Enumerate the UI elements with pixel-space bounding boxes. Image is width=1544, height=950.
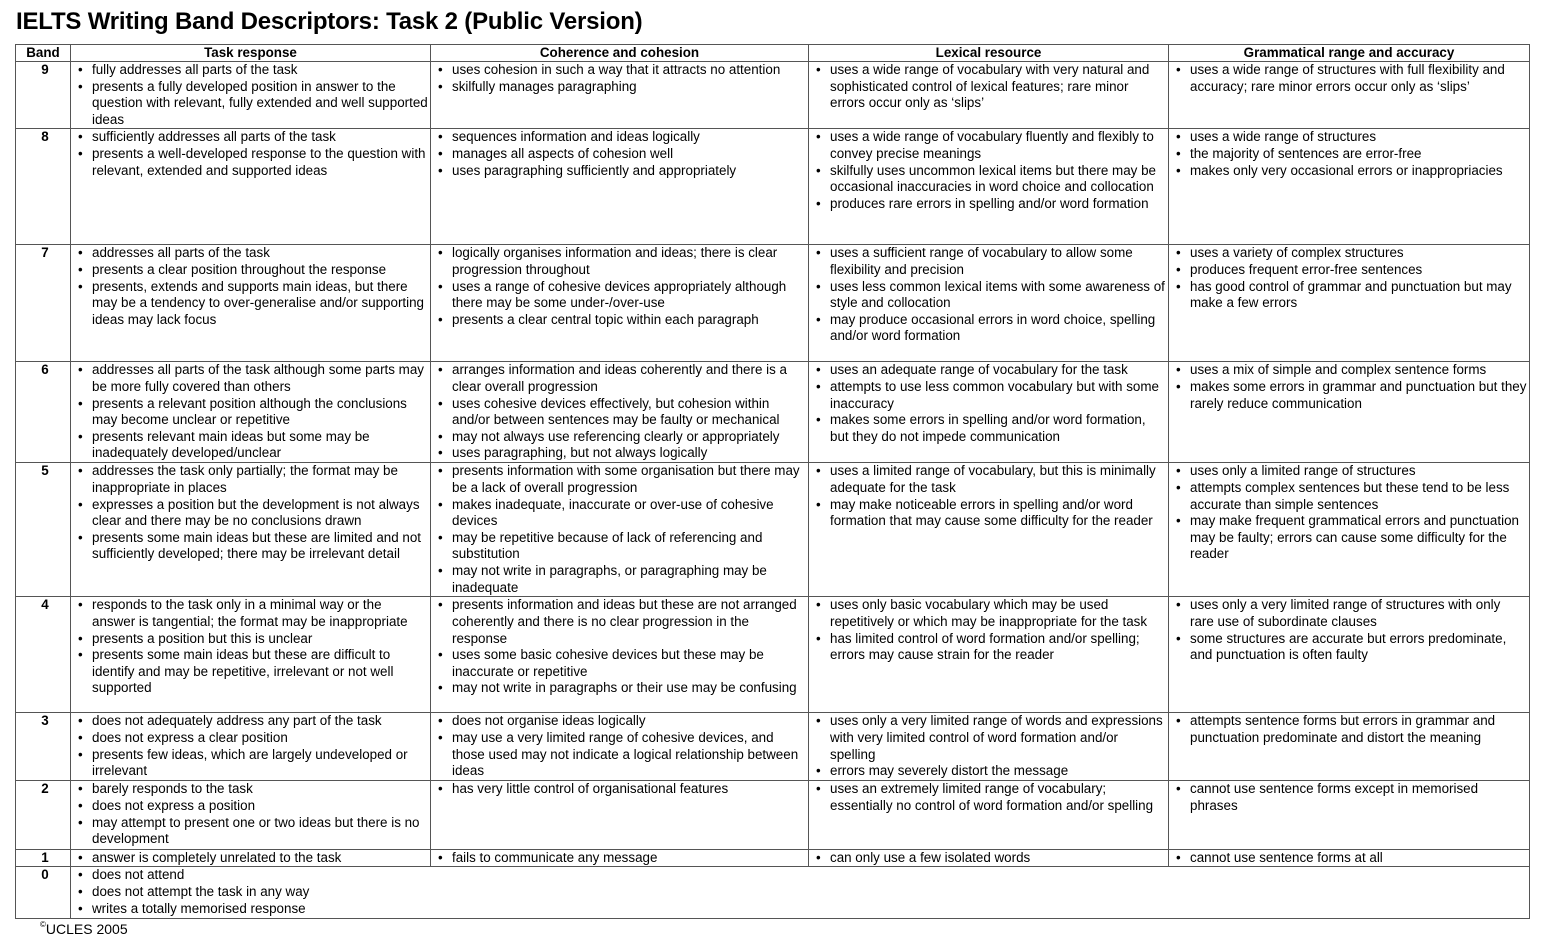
descriptor-item: • produces rare errors in spelling and/or word formation [815,196,1166,213]
band-number: 4 [16,597,71,713]
descriptor-item: • some structures are accurate but errors predominate, and punctuation is often faulty [1175,631,1527,664]
descriptor-item: • does not attempt the task in any way [77,884,1527,901]
descriptor-list [1175,62,1527,95]
grammatical-range-cell [1169,463,1530,597]
descriptor-item: • uses a range of cohesive devices appropriately although there may be some under-/over-use [437,279,806,312]
descriptor-item: • presents information with some organisation but there may be a lack of overall progression [437,463,806,496]
coherence-cohesion-cell [431,597,809,713]
descriptor-list [815,597,1166,663]
descriptor-item: • uses a limited range of vocabulary, but this is minimally adequate for the task [815,463,1166,496]
band-number: 0 [16,867,71,919]
descriptor-item: • produces frequent error-free sentences [1175,262,1527,279]
descriptor-item: • writes a totally memorised response [77,901,1527,918]
lexical-resource-cell [809,781,1169,850]
descriptor-item: • uses paragraphing sufficiently and appropriately [437,163,806,180]
descriptor-item: • presents a clear central topic within each paragraph [437,312,806,329]
grammatical-range-cell [1169,245,1530,362]
descriptor-item: • attempts to use less common vocabulary but with some inaccuracy [815,379,1166,412]
copyright-footer [40,921,128,937]
descriptor-item: • attempts sentence forms but errors in grammar and punctuation predominate and distort the meaning [1175,713,1527,746]
lexical-resource-cell [809,713,1169,781]
descriptor-item: • uses cohesion in such a way that it attracts no attention [437,62,806,79]
task-response-cell [71,850,431,867]
descriptor-item: • presents a well-developed response to the question with relevant, extended and supported ideas [77,146,428,179]
descriptor-list [815,362,1166,445]
descriptor-item: • addresses all parts of the task [77,245,428,262]
band-row-6 [16,362,1530,463]
coherence-cohesion-cell [431,362,809,463]
band-zero-cell [71,867,1530,919]
descriptor-list [1175,781,1527,814]
descriptor-item: • uses only basic vocabulary which may be used repetitively or which may be inappropriate for the task [815,597,1166,630]
descriptor-list [77,129,428,179]
descriptor-item: • presents relevant main ideas but some may be inadequately developed/unclear [77,429,428,462]
descriptor-item: • barely responds to the task [77,781,428,798]
grammatical-range-cell [1169,781,1530,850]
descriptor-item: • uses only a very limited range of words and expressions with very limited control of word formation and/or spelling [815,713,1166,763]
coherence-cohesion-cell [431,713,809,781]
lexical-resource-cell [809,850,1169,867]
grammatical-range-cell [1169,850,1530,867]
descriptor-item: • presents a fully developed position in answer to the question with relevant, fully extended and well supported ideas [77,79,428,129]
page-title: IELTS Writing Band Descriptors: Task 2 (Public Version) [16,8,643,35]
descriptor-item: • may attempt to present one or two ideas but there is no development [77,815,428,848]
descriptor-item: • logically organises information and ideas; there is clear progression throughout [437,245,806,278]
descriptor-item: • may not always use referencing clearly or appropriately [437,429,806,446]
descriptor-item: • does not adequately address any part of the task [77,713,428,730]
descriptor-item: • presents a position but this is unclear [77,631,428,648]
band-row-0 [16,867,1530,919]
descriptor-list [815,129,1166,212]
lexical-resource-cell [809,62,1169,129]
header-grammatical-range: Grammatical range and accuracy [1169,45,1530,62]
descriptor-item: • presents a clear position throughout the response [77,262,428,279]
descriptor-item: • may produce occasional errors in word choice, spelling and/or word formation [815,312,1166,345]
descriptor-item: • uses a wide range of vocabulary fluently and flexibly to convey precise meanings [815,129,1166,162]
descriptor-item: • presents some main ideas but these are difficult to identify and may be repetitive, irrelevant or not well supported [77,647,428,697]
descriptor-item: • uses a mix of simple and complex sentence forms [1175,362,1527,379]
descriptor-item: • uses an adequate range of vocabulary for the task [815,362,1166,379]
descriptor-item: • attempts complex sentences but these tend to be less accurate than simple sentences [1175,480,1527,513]
band-number: 5 [16,463,71,597]
descriptor-item: • uses a wide range of vocabulary with very natural and sophisticated control of lexical features; rare minor errors occur only as ‘slips’ [815,62,1166,112]
descriptor-list [437,713,806,779]
coherence-cohesion-cell [431,781,809,850]
descriptor-item: • presents, extends and supports main ideas, but there may be a tendency to over-generalise and/or supporting ideas may lack focus [77,279,428,329]
grammatical-range-cell [1169,597,1530,713]
descriptor-list [1175,362,1527,412]
descriptor-item: • may not write in paragraphs or their use may be confusing [437,680,806,697]
descriptor-list [437,850,806,866]
descriptor-item: • uses a wide range of structures with full flexibility and accuracy; rare minor errors occur only as ‘slips’ [1175,62,1527,95]
descriptor-list [1175,850,1527,866]
descriptor-item: • makes only very occasional errors or inappropriacies [1175,163,1527,180]
band-number: 7 [16,245,71,362]
descriptor-item: • does not express a position [77,798,428,815]
descriptor-item: • has good control of grammar and punctuation but may make a few errors [1175,279,1527,312]
descriptor-list [77,713,428,779]
grammatical-range-cell [1169,62,1530,129]
descriptor-item: • skilfully uses uncommon lexical items but there may be occasional inaccuracies in word choice and collocation [815,163,1166,196]
task-response-cell [71,362,431,463]
descriptor-list [815,713,1166,779]
copyright-text: UCLES 2005 [45,921,128,937]
lexical-resource-cell [809,463,1169,597]
band-number: 3 [16,713,71,781]
header-task-response: Task response [71,45,431,62]
descriptor-item: • makes some errors in spelling and/or word formation, but they do not impede communication [815,412,1166,445]
descriptor-item: • sequences information and ideas logically [437,129,806,146]
descriptor-list [1175,713,1527,746]
descriptor-item: • presents a relevant position although the conclusions may become unclear or repetitive [77,396,428,429]
descriptor-item: • may make noticeable errors in spelling and/or word formation that may cause some difficulty for the reader [815,497,1166,530]
band-row-9 [16,62,1530,129]
descriptor-list [77,597,428,697]
descriptor-list [815,850,1166,866]
descriptor-list [437,62,806,95]
descriptor-item: • may use a very limited range of cohesive devices, and those used may not indicate a logical relationship between ideas [437,730,806,780]
descriptor-item: • uses an extremely limited range of vocabulary; essentially no control of word formation and/or spelling [815,781,1166,814]
descriptor-list [77,867,1527,917]
descriptor-item: • makes inadequate, inaccurate or over-use of cohesive devices [437,497,806,530]
descriptor-list [1175,245,1527,311]
coherence-cohesion-cell [431,850,809,867]
descriptor-item: • uses only a limited range of structures [1175,463,1527,480]
lexical-resource-cell [809,362,1169,463]
task-response-cell [71,245,431,362]
header-row [16,45,1530,62]
descriptor-list [77,62,428,128]
band-row-8 [16,129,1530,245]
descriptor-item: • uses a sufficient range of vocabulary to allow some flexibility and precision [815,245,1166,278]
descriptor-item: • addresses all parts of the task although some parts may be more fully covered than others [77,362,428,395]
descriptor-item: • skilfully manages paragraphing [437,79,806,96]
descriptor-item: • has very little control of organisational features [437,781,806,798]
descriptor-item: • has limited control of word formation and/or spelling; errors may cause strain for the reader [815,631,1166,664]
descriptor-item: • makes some errors in grammar and punctuation but they rarely reduce communication [1175,379,1527,412]
descriptor-item: • cannot use sentence forms at all [1175,850,1527,866]
descriptor-list [1175,597,1527,663]
descriptor-item: • does not express a clear position [77,730,428,747]
descriptor-item: • responds to the task only in a minimal way or the answer is tangential; the format may be inappropriate [77,597,428,630]
descriptor-list [77,463,428,563]
lexical-resource-cell [809,129,1169,245]
task-response-cell [71,781,431,850]
header-lexical-resource: Lexical resource [809,45,1169,62]
descriptor-list [437,129,806,179]
descriptor-list [815,463,1166,529]
lexical-resource-cell [809,245,1169,362]
descriptor-list [77,850,428,866]
task-response-cell [71,62,431,129]
descriptor-list [77,362,428,462]
descriptor-item: • the majority of sentences are error-free [1175,146,1527,163]
descriptor-list [437,463,806,596]
descriptor-list [437,597,806,697]
descriptor-item: • uses less common lexical items with some awareness of style and collocation [815,279,1166,312]
band-row-4 [16,597,1530,713]
descriptor-item: • does not attend [77,867,1527,884]
band-number: 9 [16,62,71,129]
band-row-3 [16,713,1530,781]
descriptor-item: • uses a variety of complex structures [1175,245,1527,262]
coherence-cohesion-cell [431,129,809,245]
band-row-7 [16,245,1530,362]
grammatical-range-cell [1169,362,1530,463]
band-row-2 [16,781,1530,850]
task-response-cell [71,713,431,781]
descriptor-item: • does not organise ideas logically [437,713,806,730]
descriptor-item: • uses a wide range of structures [1175,129,1527,146]
descriptor-item: • uses some basic cohesive devices but these may be inaccurate or repetitive [437,647,806,680]
band-row-5 [16,463,1530,597]
descriptor-item: • fails to communicate any message [437,850,806,866]
band-number: 6 [16,362,71,463]
descriptor-item: • can only use a few isolated words [815,850,1166,866]
descriptor-item: • sufficiently addresses all parts of the task [77,129,428,146]
descriptor-item: • errors may severely distort the message [815,763,1166,780]
grammatical-range-cell [1169,713,1530,781]
descriptor-list [77,245,428,328]
header-coherence-cohesion: Coherence and cohesion [431,45,809,62]
descriptor-item: • uses only a very limited range of structures with only rare use of subordinate clauses [1175,597,1527,630]
descriptor-list [437,781,806,798]
descriptor-item: • manages all aspects of cohesion well [437,146,806,163]
band-row-1 [16,850,1530,867]
descriptor-item: • may be repetitive because of lack of referencing and substitution [437,530,806,563]
descriptor-item: • presents information and ideas but these are not arranged coherently and there is no clear progression in the response [437,597,806,647]
band-number: 1 [16,850,71,867]
grammatical-range-cell [1169,129,1530,245]
lexical-resource-cell [809,597,1169,713]
coherence-cohesion-cell [431,62,809,129]
descriptor-item: • presents some main ideas but these are limited and not sufficiently developed; there may be irrelevant detail [77,530,428,563]
descriptor-list [77,781,428,847]
header-band: Band [16,45,71,62]
descriptor-item: • expresses a position but the development is not always clear and there may be no conclusions drawn [77,497,428,530]
task-response-cell [71,463,431,597]
coherence-cohesion-cell [431,463,809,597]
descriptor-list [815,781,1166,814]
copyright-symbol: © [40,920,46,929]
descriptor-item: • answer is completely unrelated to the task [77,850,428,866]
descriptor-list [437,245,806,328]
descriptor-item: • addresses the task only partially; the format may be inappropriate in places [77,463,428,496]
descriptor-item: • may not write in paragraphs, or paragraphing may be inadequate [437,563,806,596]
descriptor-item: • may make frequent grammatical errors and punctuation may be faulty; errors can cause some difficulty for the reader [1175,513,1527,563]
band-number: 8 [16,129,71,245]
descriptor-item: • presents few ideas, which are largely undeveloped or irrelevant [77,747,428,780]
band-descriptor-table [15,44,1530,919]
descriptor-list [437,362,806,462]
descriptor-list [1175,129,1527,179]
task-response-cell [71,597,431,713]
descriptor-item: • arranges information and ideas coherently and there is a clear overall progression [437,362,806,395]
descriptor-item: • cannot use sentence forms except in memorised phrases [1175,781,1527,814]
descriptor-item: • uses cohesive devices effectively, but cohesion within and/or between sentences may be faulty or mechanical [437,396,806,429]
coherence-cohesion-cell [431,245,809,362]
descriptor-list [815,245,1166,345]
task-response-cell [71,129,431,245]
band-number: 2 [16,781,71,850]
descriptor-list [1175,463,1527,563]
descriptor-item: • uses paragraphing, but not always logically [437,445,806,462]
descriptor-item: • fully addresses all parts of the task [77,62,428,79]
descriptor-list [815,62,1166,112]
